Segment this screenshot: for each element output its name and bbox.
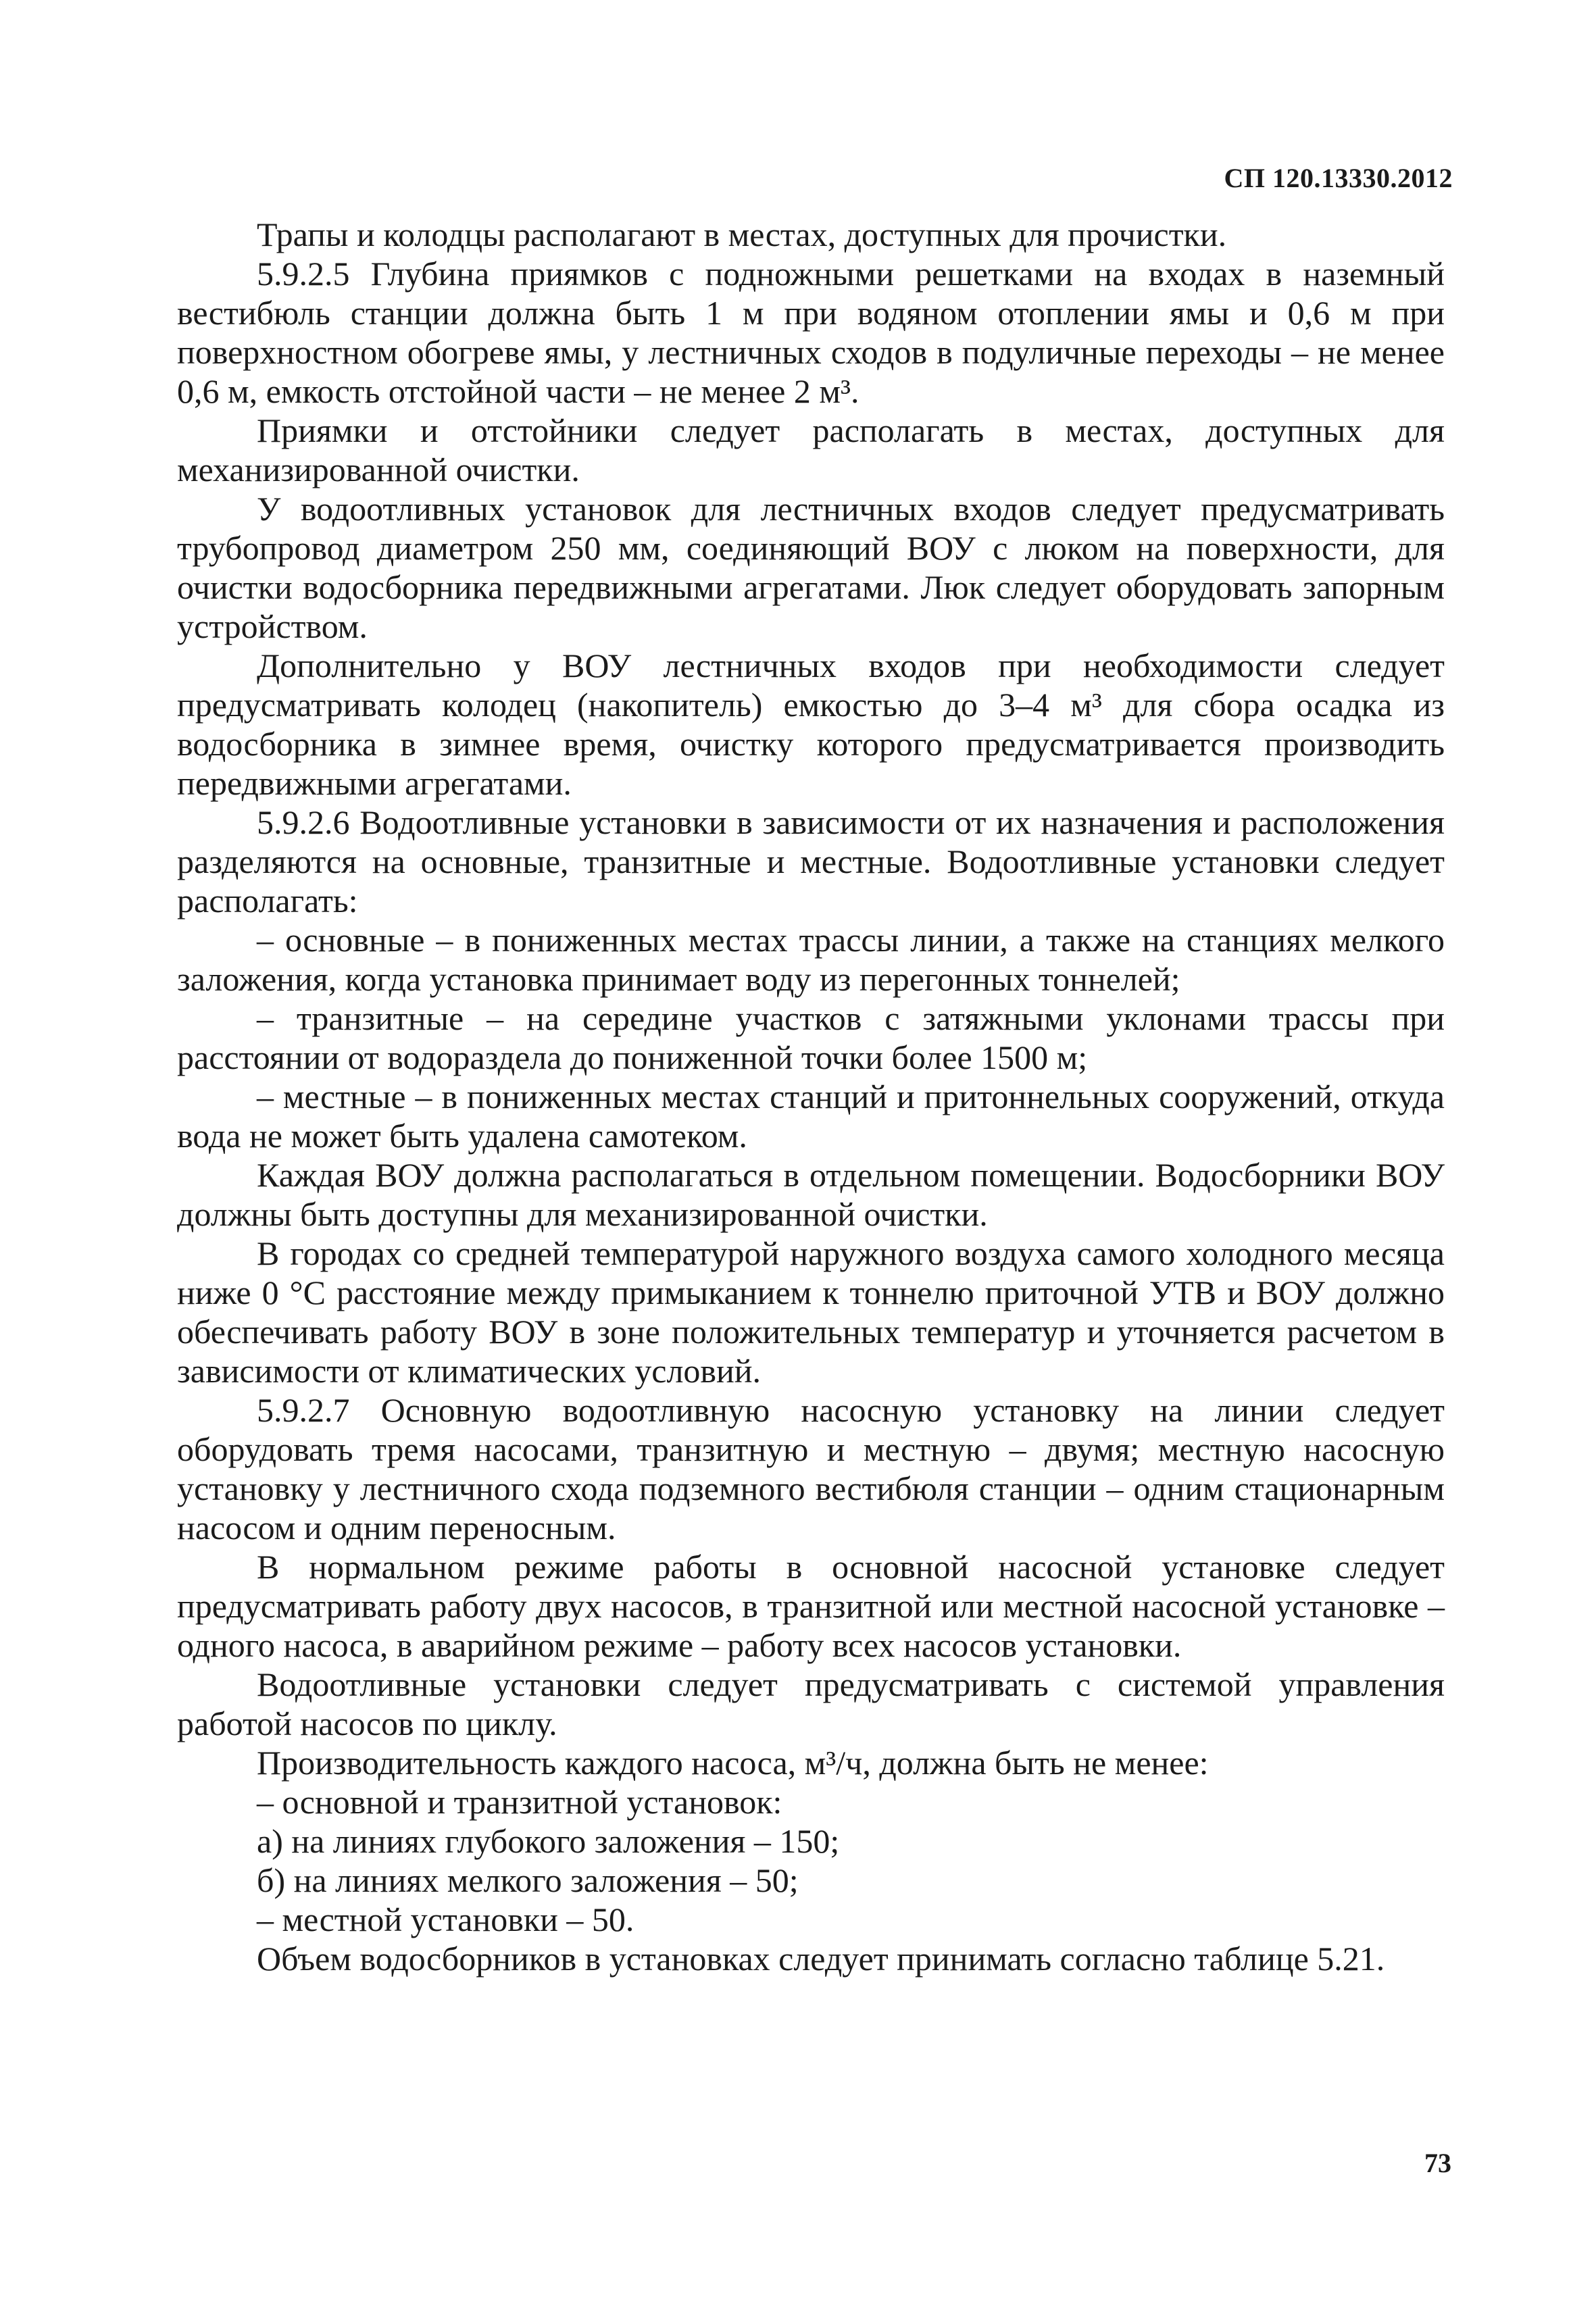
list-item: – транзитные – на середине участков с затяжными уклонами трассы при расстоянии от водораздела до пониженной точки более 1500 м; [177, 999, 1445, 1076]
page-number: 73 [1424, 2148, 1451, 2178]
list-item: а) на линиях глубокого заложения – 150; [257, 1822, 840, 1860]
paragraph: В городах со средней температурой наружного воздуха самого холодного месяца ниже 0 °С расстояние между примыканием к тоннелю приточной УТВ и ВОУ должно обеспечивать работу ВОУ в зоне положительных температур и уточняется расчетом в зависимости от климатических условий. [177, 1234, 1445, 1390]
document-code-header: СП 120.13330.2012 [1224, 163, 1453, 193]
paragraph: 5.9.2.5 Глубина приямков с подножными решетками на входах в наземный вестибюль станции должна быть 1 м при водяном отоплении ямы и 0,6 м при поверхностном обогреве ямы, у лестничных сходов в подуличные переходы – не менее 0,6 м, емкость отстойной части – не менее 2 м³. [177, 255, 1445, 410]
list-item: – основной и транзитной установок: [257, 1783, 782, 1821]
paragraph: У водоотливных установок для лестничных входов следует предусматривать трубопровод диаметром 250 мм, соединяющий ВОУ с люком на поверхности, для очистки водосборника передвижными агрегатами. Люк следует оборудовать запорным устройством. [177, 490, 1445, 645]
list-item: – основные – в пониженных местах трассы линии, а также на станциях мелкого заложения, когда установка принимает воду из перегонных тоннелей; [177, 921, 1445, 998]
paragraph: В нормальном режиме работы в основной насосной установке следует предусматривать работу двух насосов, в транзитной или местной насосной установке – одного насоса, в аварийном режиме – работу всех насосов установки. [177, 1548, 1445, 1664]
paragraph: Дополнительно у ВОУ лестничных входов при необходимости следует предусматривать колодец (накопитель) емкостью до 3–4 м³ для сбора осадка из водосборника в зимнее время, очистку которого предусматривается производить передвижными агрегатами. [177, 647, 1445, 802]
paragraph: Трапы и колодцы располагают в местах, доступных для прочистки. [257, 216, 1227, 253]
list-item: – местной установки – 50. [257, 1901, 634, 1938]
list-item: б) на линиях мелкого заложения – 50; [257, 1861, 799, 1899]
list-item: – местные – в пониженных местах станций и притоннельных сооружений, откуда вода не может быть удалена самотеком. [177, 1078, 1445, 1155]
document-body [177, 215, 1445, 1978]
paragraph: 5.9.2.7 Основную водоотливную насосную установку на линии следует оборудовать тремя насосами, транзитную и местную – двумя; местную насосную установку у лестничного схода подземного вестибюля станции – одним стационарным насосом и одним переносным. [177, 1391, 1445, 1546]
paragraph: Каждая ВОУ должна располагаться в отдельном помещении. Водосборники ВОУ должны быть доступны для механизированной очистки. [177, 1156, 1445, 1233]
paragraph: 5.9.2.6 Водоотливные установки в зависимости от их назначения и расположения разделяются на основные, транзитные и местные. Водоотливные установки следует располагать: [177, 803, 1445, 920]
paragraph: Водоотливные установки следует предусматривать с системой управления работой насосов по циклу. [177, 1665, 1445, 1742]
paragraph: Производительность каждого насоса, м³/ч, должна быть не менее: [257, 1744, 1209, 1782]
paragraph: Объем водосборников в установках следует принимать согласно таблице 5.21. [257, 1940, 1385, 1978]
paragraph: Приямки и отстойники следует располагать в местах, доступных для механизированной очистки. [177, 411, 1445, 488]
